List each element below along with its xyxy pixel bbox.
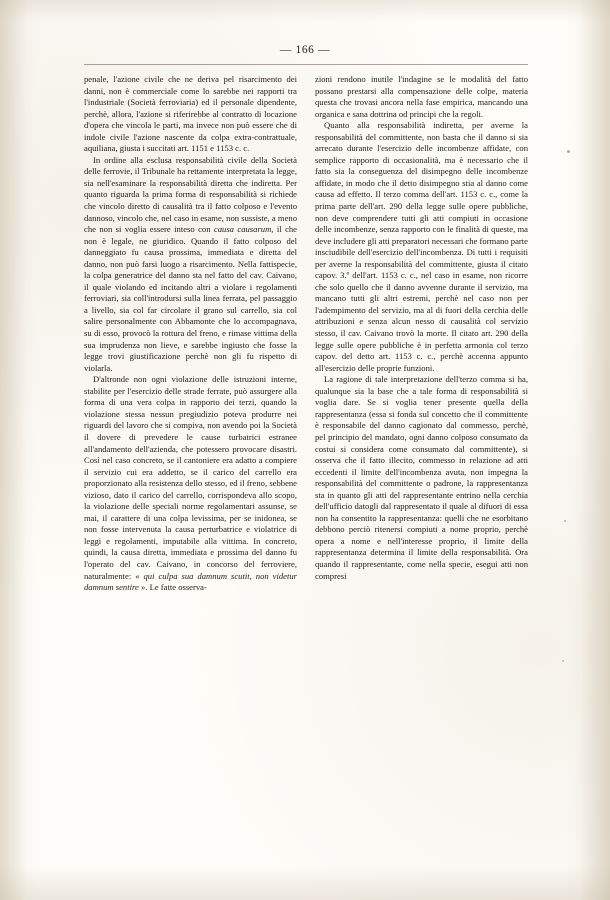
paragraph: penale, l'azione civile che ne deriva pel risarcimento dei danni, non è commerciale come lo sarebbe nei rapporti tra l'industriale (Società ferroviaria) ed il personale dipendente, perchè, allora, l'azione si riferirebbe al contratto di locazione d'opera che vincola le parti, ma invece non può essere che di indole civile l'azione nascente da colpa extra-contrattuale, aquiliana, giusta i succitati art. 1151 e 1153 c. c. (84, 74, 297, 154)
paragraph: Quanto alla responsabilità indiretta, per averne la responsabilità del committente, non basta che il danno si sia arrecato durante l'esercizio delle incombenze affidate, con semplice rapporto di occasionalità, ma è necessario che il fatto sia la conseguenza del disimpegno delle incombenze affidate, in modo che il detto disimpegno stia al danno come causa ad effetto. Il terzo comma dell'art. 1153 c. c., come la prima parte dell'art. 290 della legge sulle opere pubbliche, non deve comprendere tutti gli atti compiuti in occasione delle incombenze, senza rapporto con le finalità di queste, ma deve includere gli atti preparatori necessari che formano parte insciudibile dell'esercizio dell'incombenza. Di tutti i requisiti per averne la responsabilità del committente, giusta il citato capov. 3.º dell'art. 1153 c. c., nel caso in esame, non ricorre che solo quello che il danno avvenne durante il servizio, ma mancano tutti gli altri estremi, perchè nel caso non per l'adempimento del servizio, ma al di fuori della cerchia delle attribuzioni e senza alcun nesso di causalità col servizio stesso, il cav. Caivano trovò la morte. Il citato art. 290 della legge sulle opere pubbliche è in perfetta armonia col terzo capov. del detto art. 1153 c. c., perchè accenna appunto all'esercizio delle proprie funzioni. (315, 120, 528, 373)
right-column (315, 74, 528, 834)
paragraph: La ragione di tale interpretazione dell'terzo comma si ha, qualunque sia la base che a tale forma di responsabilità si voglia dare. Se si voglia tener presente quella della rappresentanza (essa si fonda sul concetto che il committente è responsabile del danno cagionato dal commesso, perchè, pel principio del mandato, ogni danno colposo consumato da costui si considera come consumato dal committente), si osserva che il fatto illecito, commesso in relazione ad atti eccedenti il limite dell'incombenza avuta, non impegna la responsabilità del committente o padrone, la rappresentanza sta in quanto gli atti del rappresentante entrino nella cerchia dell'ufficio datogli dal rappresentato il quale al difuori di essa non ha consentito la rappresentanza: quelli che ne esorbitano debbono perciò ritenersi compiuti a nome proprio, perchè opera a nome e nell'interesse proprio, il limite della rappresentanza determina il limite della responsabilità. Ora quando il rappresentante, come nella specie, esegui atti non compresi (315, 374, 528, 581)
text-body (84, 74, 528, 834)
header-rule (84, 64, 528, 65)
page-edge-shadow (580, 0, 610, 900)
page-edge-shadow (0, 866, 610, 900)
ink-speck-icon (564, 520, 566, 522)
paragraph: D'altronde non ogni violazione delle istruzioni interne, stabilite per l'esercizio delle strade ferrate, può assurgere alla forma di una vera colpa in rapporto dei terzi, quando la violazione stessa nessun pregiudizio poteva produrre nei riguardi del lavoro che si compiva, non avendo poi la Società il dovere di prevedere le cause turbatrici estranee all'andamento dell'azienda, che potessero provocare disastri. Così nel caso concreto, se il cantoniere era adatto a compiere il servizio cui era addetto, se il carico del carrello era proporzionato alla resistenza dello stesso, ed il freno, sebbene vizioso, dato il carico del carrello, corrispondeva allo scopo, la violazione delle speciali norme regolamentari assunse, se mai, il carattere di una colpa levissima, per se inidonea, se non fosse intervenuta la causa perturbatrice e violatrice di leggi e regolamenti, imputabile alla vittima. In concreto, quindi, la causa diretta, immediata e prossima del danno fu l'operato del cav. Caivano, in concorso del ferroviere, naturalmente: « qui culpa sua damnum scutit, non videtur damnum sentire ». Le fatte osserva- (84, 374, 297, 593)
page-edge-shadow (0, 0, 610, 22)
paragraph: zioni rendono inutile l'indagine se le modalità del fatto possano prestarsi alla compensazione delle colpe, materia questa che trovasi ancora nella fase empirica, mancando una organica e sana dottrina od principi che la regoli. (315, 74, 528, 119)
ink-speck-icon (562, 660, 564, 662)
left-column (84, 74, 297, 834)
page-number: — 166 — (279, 44, 331, 56)
page-edge-shadow (0, 0, 26, 900)
paragraph: In ordine alla esclusa responsabilità civile della Società delle ferrovie, il Tribunale ha rettamente interpretata la legge, sia nell'esaminare la responsabilità diretta che indiretta. Per quanto riguarda la prima forma di responsabilità si richiede che vincolo diretto di causalità tra il fatto colposo e l'evento dannoso, vincolo che, nel caso in esame, non sussiste, a meno che non si voglia essere inteso con causa causarum, il che non è legale, ne giuridico. Quando il fatto colposo del danneggiato fu causa prossima, immediata e diretta del danno, non può farsi luogo a risarcimento. Nella fattispecie, la colpa generatrice del danno sta nel fatto del cav. Caivano, il quale violando ed incitando altri a violare i regolamenti ferroviari, sia coll'introdursi sulla linea ferrata, pel passaggio a livello, sia col far circolare il grano sul carrello, sia col salire personalmente con Abbamonte che lo accompagnava, su di esso, provocò la rottura del freno, e rimase vittima della sua imprudenza non lieve, e sarebbe ingiusto che fosse la legge trovi giustificazione perchè non gli fu rispetto di violarla. (84, 154, 297, 373)
ink-speck-icon (567, 150, 570, 153)
